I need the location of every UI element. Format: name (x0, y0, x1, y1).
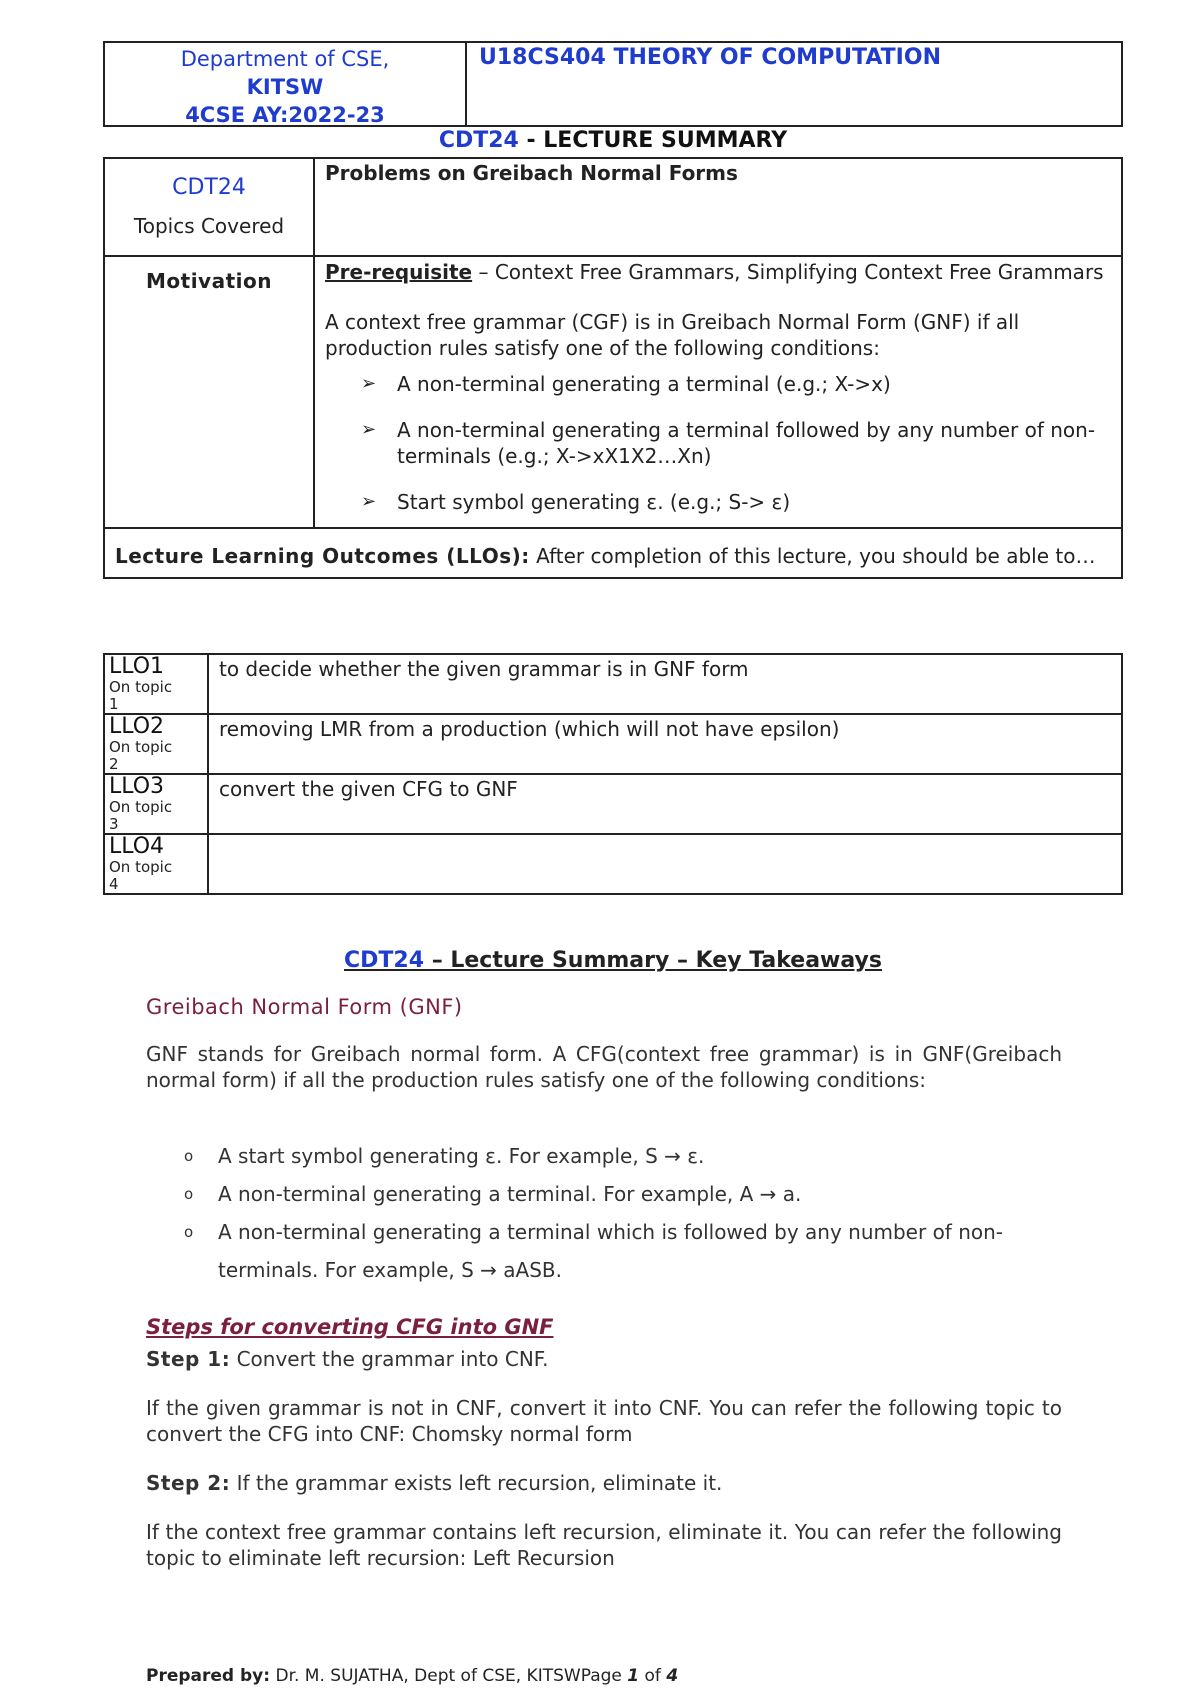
llo-topic-label: On topic (109, 738, 173, 756)
course-title: U18CS404 THEORY OF COMPUTATION (479, 45, 941, 70)
llo-id-cell (104, 774, 208, 834)
page-label: Page (580, 1666, 628, 1686)
list-item (146, 1137, 1062, 1175)
table-row (104, 774, 1122, 834)
academic-year: 4CSE AY:2022-23 (185, 103, 385, 127)
llo-topic-number: 4 (109, 875, 119, 893)
step-2-detail: If the context free grammar contains left recursion, eliminate it. You can refer the following topic to eliminate left recursion: Left Recursion (146, 1520, 1062, 1570)
llo-intro-row (104, 528, 1122, 578)
prepared-by-text: Dr. M. SUJATHA, Dept of CSE, KITSW (270, 1666, 581, 1686)
llo-topic-label: On topic (109, 798, 173, 816)
prerequisite-label: Pre-requisite (325, 260, 473, 284)
arrow-bullet-icon: ➢ (361, 373, 377, 394)
circle-bullet-icon: o (184, 1147, 194, 1165)
list-item (361, 417, 1111, 469)
circle-bullet-icon: o (184, 1185, 194, 1203)
circle-bullet-icon: o (184, 1223, 194, 1241)
step-2 (146, 1469, 1062, 1497)
arrow-bullet-icon: ➢ (361, 419, 377, 440)
topic-value: Problems on Greibach Normal Forms (314, 158, 1122, 256)
table-row (104, 714, 1122, 774)
step-1-label: Step 1: (146, 1347, 231, 1371)
llo-text: to decide whether the given grammar is in GNF form (208, 654, 1122, 714)
llo-id: LLO1 (109, 654, 165, 679)
list-item (146, 1213, 1062, 1289)
takeaways-code: CDT24 (344, 948, 425, 973)
lecture-summary-title (103, 128, 1123, 153)
table-row (104, 654, 1122, 714)
prerequisite-text: – Context Free Grammars, Simplifying Context Free Grammars (472, 260, 1104, 284)
llo-id: LLO3 (109, 774, 165, 799)
header-box (103, 41, 1123, 127)
condition-text: Start symbol generating ε. (e.g.; S-> ε) (397, 490, 791, 514)
llo-id-cell (104, 654, 208, 714)
llo-text: convert the given CFG to GNF (208, 774, 1122, 834)
llo-id: LLO2 (109, 714, 165, 739)
prerequisite (325, 259, 1111, 285)
gnf-conditions-list (325, 371, 1111, 515)
llo-topic-label: On topic (109, 678, 173, 696)
llo-id-cell (104, 714, 208, 774)
topic-label-cell (104, 158, 314, 256)
topic-code: CDT24 (172, 175, 246, 200)
key-takeaways-title (103, 948, 1123, 973)
llo-id: LLO4 (109, 834, 165, 859)
llo-intro-text: After completion of this lecture, you should be able to… (529, 544, 1096, 568)
motivation-content (314, 256, 1122, 528)
page-footer (146, 1666, 678, 1686)
gnf-heading: Greibach Normal Form (GNF) (146, 995, 463, 1019)
table-row (104, 834, 1122, 894)
gnf-rules-list (146, 1137, 1062, 1289)
rule-text: A non-terminal generating a terminal which is followed by any number of non-terminals. For example, S → aASB. (218, 1220, 1004, 1282)
lecture-summary-label: - LECTURE SUMMARY (518, 128, 788, 153)
list-item (146, 1175, 1062, 1213)
step-1-detail: If the given grammar is not in CNF, convert it into CNF. You can refer the following topic to convert the CFG into CNF: Chomsky normal form (146, 1396, 1062, 1446)
llo-text (208, 834, 1122, 894)
takeaways-label: – Lecture Summary – Key Takeaways (424, 948, 882, 973)
of-label: of (639, 1666, 667, 1686)
topic-row (104, 158, 1122, 256)
lecture-code: CDT24 (438, 128, 519, 153)
llo-topic-label: On topic (109, 858, 173, 876)
rule-text: A non-terminal generating a terminal. For example, A → a. (218, 1182, 802, 1206)
gnf-intro: A context free grammar (CGF) is in Greibach Normal Form (GNF) if all production rules satisfy one of the following conditions: (325, 310, 1020, 360)
llo-intro-label: Lecture Learning Outcomes (LLOs): (115, 544, 530, 568)
topic-table (103, 157, 1123, 579)
department-info (105, 43, 467, 125)
takeaways-content (146, 995, 1062, 1571)
institute-name: KITSW (246, 75, 324, 99)
rule-text: A start symbol generating ε. For example, S → ε. (218, 1144, 705, 1168)
step-1 (146, 1345, 1062, 1373)
gnf-definition: GNF stands for Greibach normal form. A CFG(context free grammar) is in GNF(Greibach normal form) if all the production rules satisfy one of the following conditions: (146, 1042, 1062, 1092)
topics-covered-label: Topics Covered (133, 214, 285, 238)
llo-topic-number: 2 (109, 755, 119, 773)
page-number: 1 (627, 1666, 640, 1686)
list-item (361, 489, 1111, 515)
condition-text: A non-terminal generating a terminal (e.g.; X->x) (397, 372, 891, 396)
prepared-by-label: Prepared by: (146, 1666, 271, 1686)
condition-text: A non-terminal generating a terminal followed by any number of non-terminals (e.g.; X->xX1X2…Xn) (397, 418, 1096, 468)
llo-intro (104, 528, 1122, 578)
page-total: 4 (666, 1666, 679, 1686)
step-2-text: If the grammar exists left recursion, eliminate it. (230, 1471, 723, 1495)
arrow-bullet-icon: ➢ (361, 491, 377, 512)
llo-id-cell (104, 834, 208, 894)
llo-topic-number: 3 (109, 815, 119, 833)
motivation-label: Motivation (104, 256, 314, 528)
step-1-text: Convert the grammar into CNF. (230, 1347, 549, 1371)
list-item (361, 371, 1111, 397)
llo-table (103, 653, 1123, 895)
llo-topic-number: 1 (109, 695, 119, 713)
motivation-row (104, 256, 1122, 528)
steps-heading: Steps for converting CFG into GNF (146, 1315, 554, 1339)
llo-text: removing LMR from a production (which will not have epsilon) (208, 714, 1122, 774)
department-name: Department of CSE, (180, 47, 390, 71)
step-2-label: Step 2: (146, 1471, 231, 1495)
